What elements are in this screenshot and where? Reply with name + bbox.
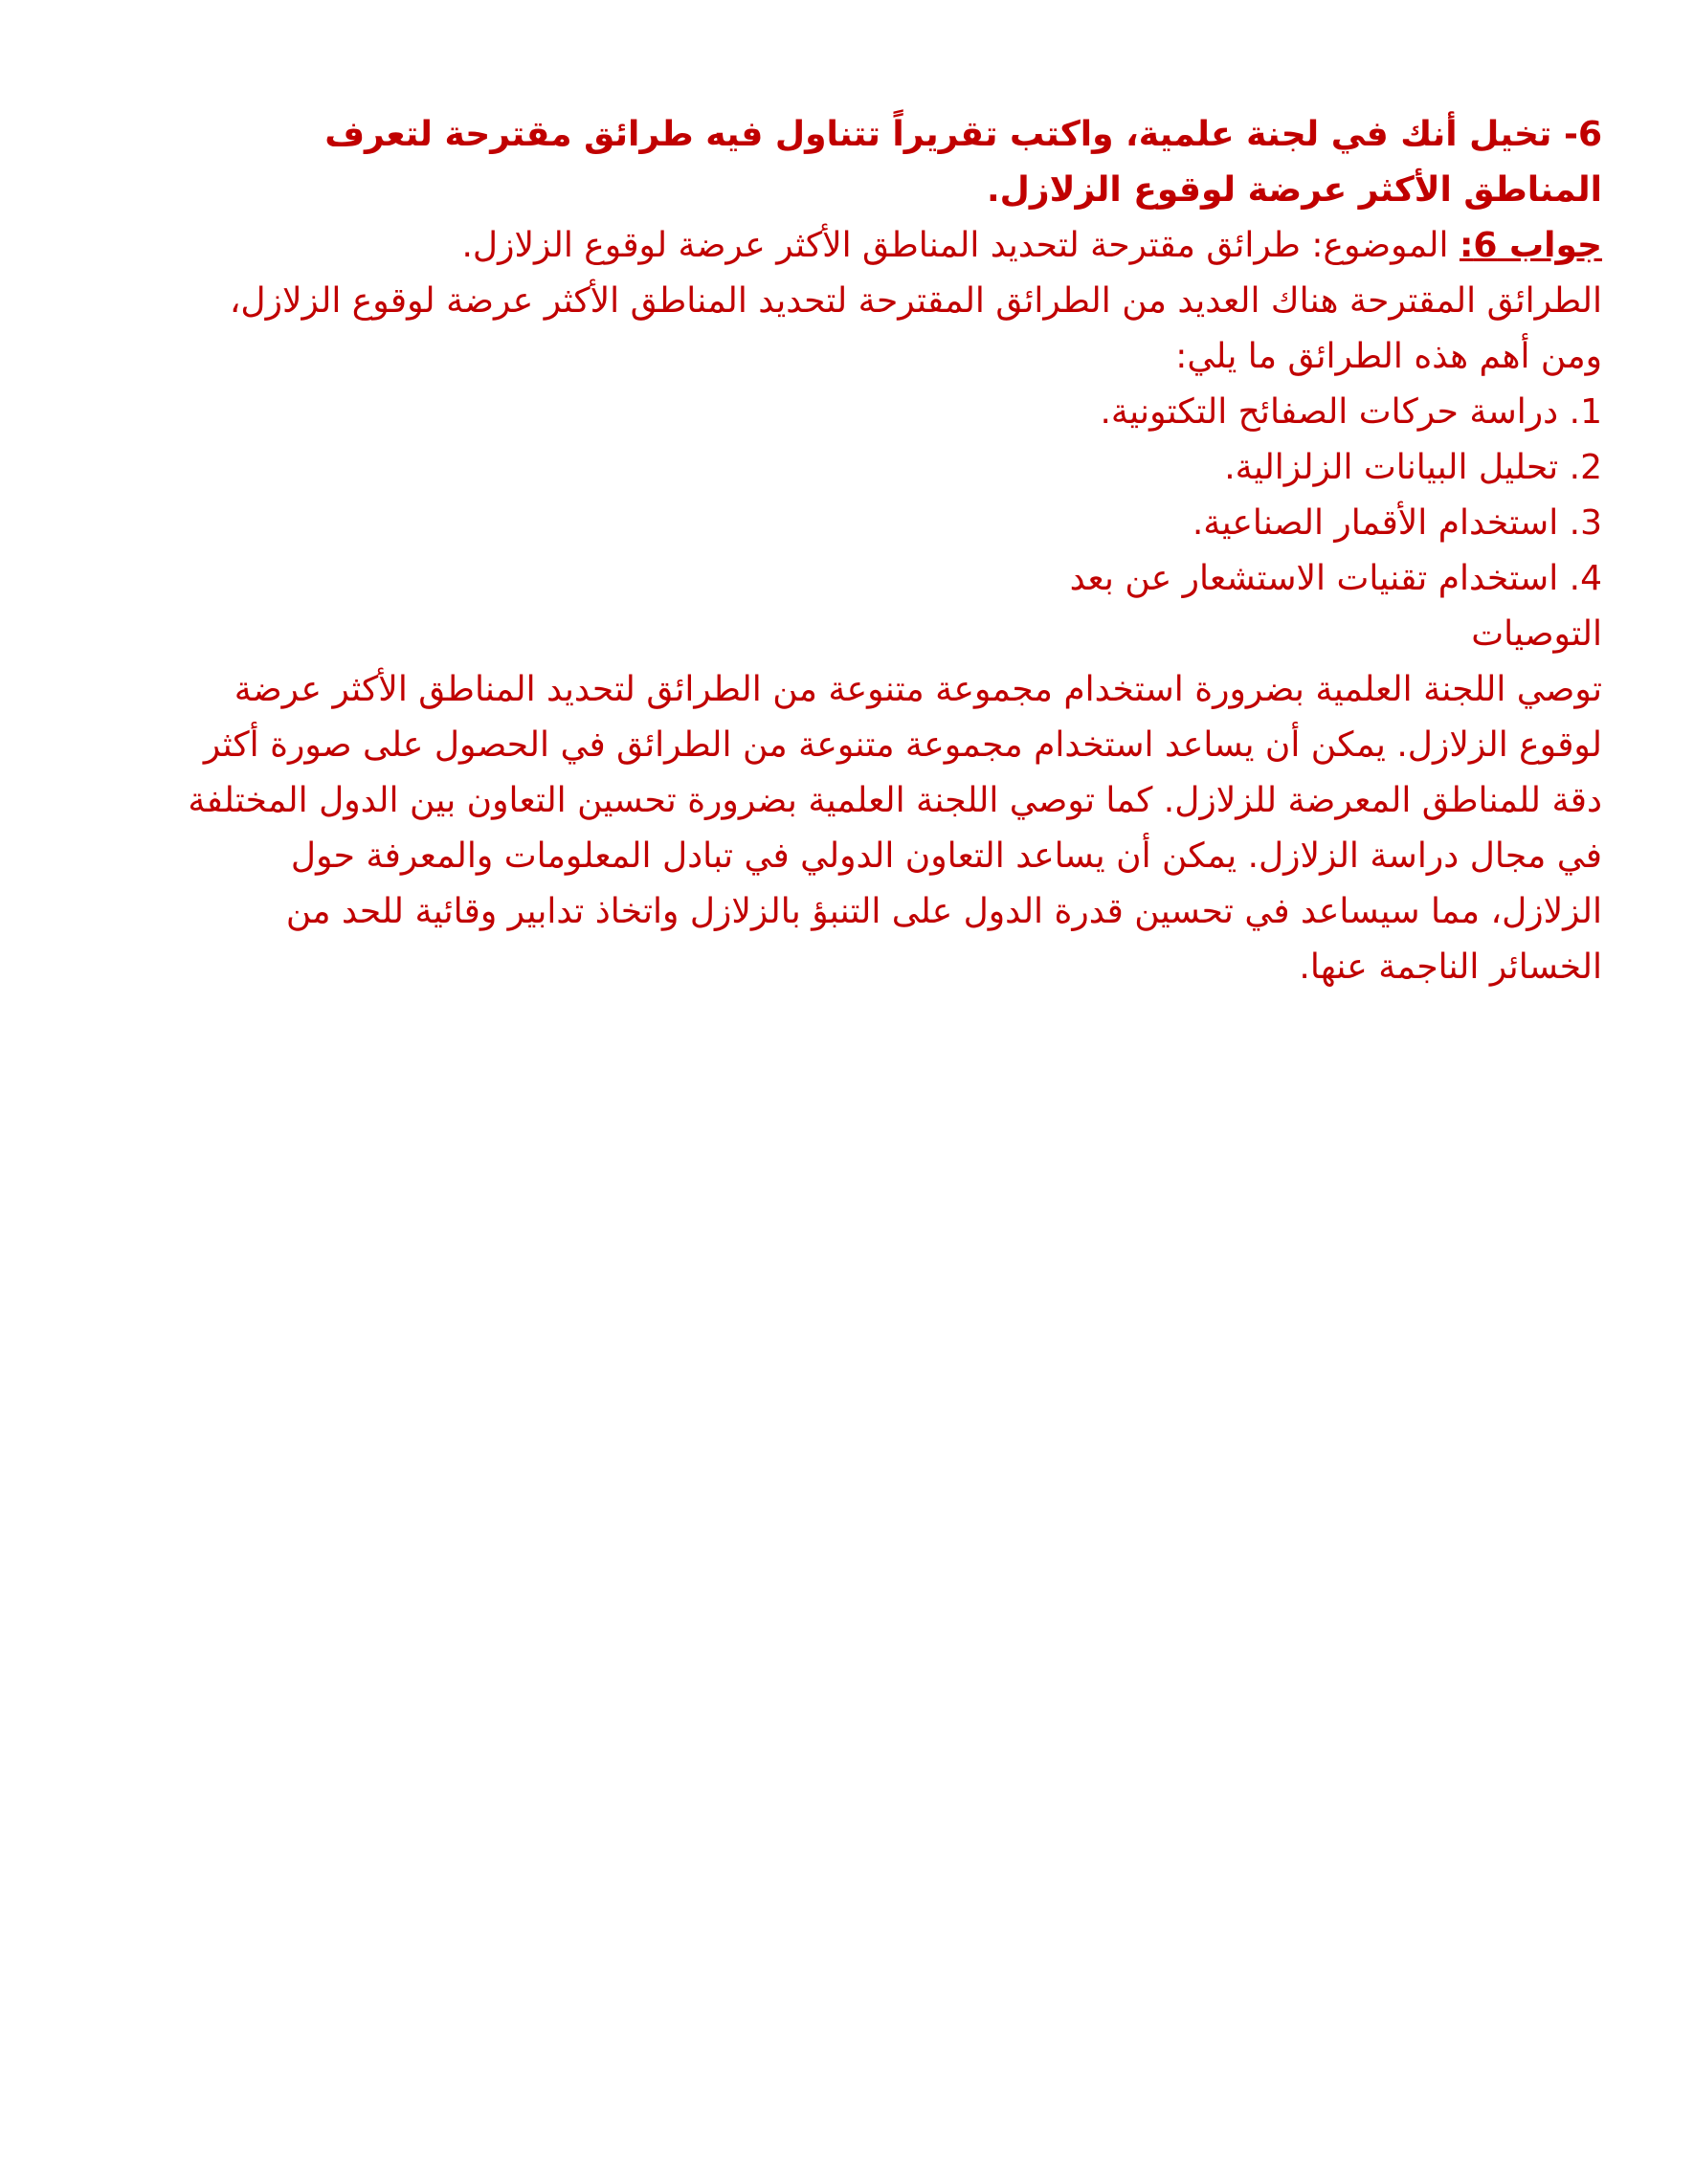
recommendations-heading: التوصيات: [1471, 614, 1602, 654]
question: [186, 107, 1602, 218]
document-content: [186, 107, 1602, 995]
answer-topic: الموضوع: طرائق مقترحة لتحديد المناطق الأكثر عرضة لوقوع الزلازل.: [461, 226, 1449, 265]
methods-list: [186, 385, 1602, 607]
question-number: 6-: [1563, 115, 1602, 154]
question-text: تخيل أنك في لجنة علمية، واكتب تقريراً تتناول فيه طرائق مقترحة لتعرف المناطق الأكثر عرضة لوقوع الزلازل.: [324, 115, 1602, 210]
answer-topic-line: [186, 218, 1602, 274]
answer-intro: الطرائق المقترحة هناك العديد من الطرائق المقترحة لتحديد المناطق الأكثر عرضة لوقوع الزلازل، ومن أهم هذه الطرائق ما يلي:: [229, 281, 1602, 376]
list-item: 3. استخدام الأقمار الصناعية.: [1192, 503, 1602, 543]
list-item: 4. استخدام تقنيات الاستشعار عن بعد: [1069, 559, 1602, 598]
list-item: 1. دراسة حركات الصفائح التكتونية.: [1100, 392, 1602, 432]
list-item: 2. تحليل البيانات الزلزالية.: [1224, 448, 1602, 487]
answer-label: جواب 6:: [1459, 226, 1602, 265]
recommendations-paragraph: توصي اللجنة العلمية بضرورة استخدام مجموعة متنوعة من الطرائق لتحديد المناطق الأكثر عرضة لوقوع الزلازل. يمكن أن يساعد استخدام مجموعة متنوعة من الطرائق في الحصول على صورة أكثر دقة للمناطق المعرضة للزلازل. كما توصي اللجنة العلمية بضرورة تحسين التعاون بين الدول المختلفة في مجال دراسة الزلازل. يمكن أن يساعد التعاون الدولي في تبادل المعلومات والمعرفة حول الزلازل، مما سيساعد في تحسين قدرة الدول على التنبؤ بالزلازل واتخاذ تدابير وقائية للحد من الخسائر الناجمة عنها.: [188, 670, 1602, 987]
